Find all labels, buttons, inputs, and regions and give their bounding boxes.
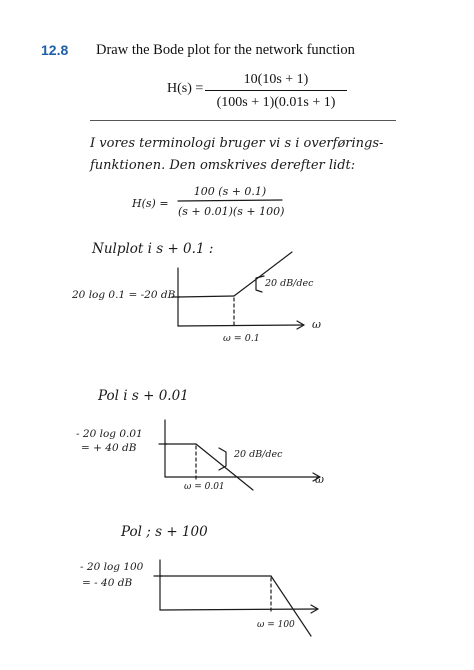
plot3-title: Pol ; s + 100 [121, 524, 208, 540]
plot2-break-label: ω = 0.01 [184, 482, 225, 492]
plot2-axis-label: ω [315, 473, 324, 486]
solution-intro-line2: funktionen. Den omskrives derefter lidt: [90, 158, 356, 173]
formula-numerator: 10(10s + 1) [243, 72, 309, 87]
plot2-slope-label: 20 dB/dec [234, 449, 283, 460]
plot1-slope-label: 20 dB/dec [265, 278, 314, 289]
problem-number: 12.8 [41, 42, 69, 58]
plot1-title: Nulplot i s + 0.1 : [92, 241, 214, 257]
plot1-y-label: 20 log 0.1 = -20 dB [72, 289, 176, 301]
plot2-slope-bracket [219, 448, 226, 470]
problem-statement: Draw the Bode plot for the network function [96, 42, 355, 58]
plot3-y-label-line2: = - 40 dB [82, 577, 133, 589]
hs-fraction-bar [178, 200, 282, 201]
plot1-axis-label: ω [312, 318, 321, 331]
hs-lhs: H(s) = [132, 197, 169, 210]
plot3-y-label-line1: - 20 log 100 [80, 561, 144, 573]
formula-denominator: (100s + 1)(0.01s + 1) [216, 95, 336, 110]
plot1-flat-segment [178, 296, 234, 297]
plot3-break-label: ω = 100 [257, 620, 295, 630]
plot2-y-label-line1: - 20 log 0.01 [76, 428, 143, 440]
plot3-falling-asymptote [271, 576, 311, 636]
hs-numerator: 100 (s + 0.1) [193, 185, 267, 198]
plot1-x-axis [178, 325, 304, 326]
solution-intro-line1: I vores terminologi bruger vi s i overførings- [90, 136, 384, 151]
formula-lhs: H(s) = [167, 81, 204, 96]
hs-denominator: (s + 0.01)(s + 100) [178, 205, 285, 218]
plot3-x-axis [160, 609, 318, 610]
plot2-y-label-line2: = + 40 dB [81, 442, 137, 454]
plot1-rising-asymptote [234, 252, 292, 296]
plot1-break-label: ω = 0.1 [223, 333, 260, 344]
plot2-title: Pol i s + 0.01 [98, 388, 189, 404]
